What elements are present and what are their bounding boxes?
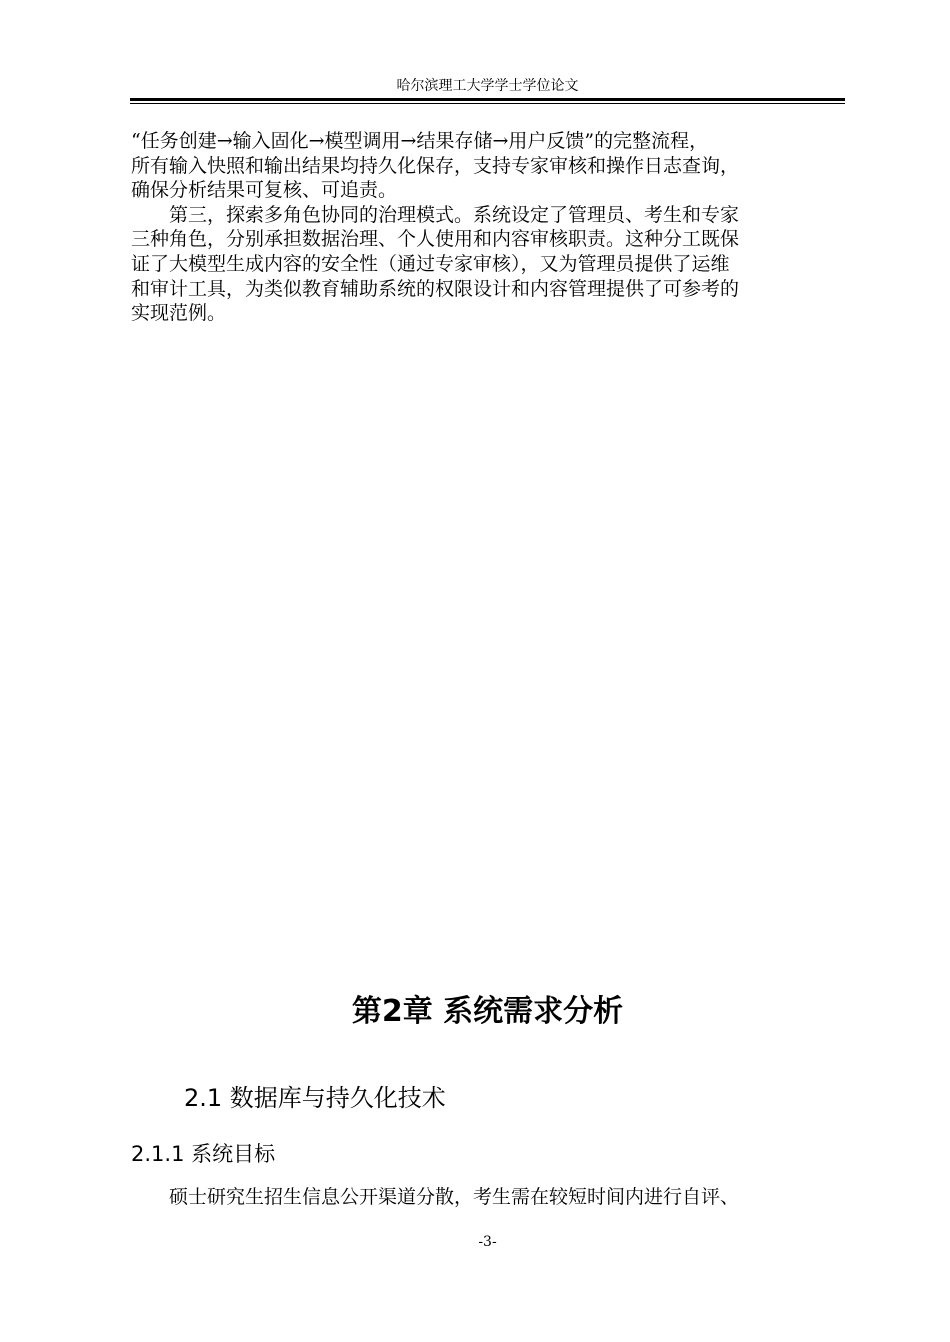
subsection-title: 2.1.1 系统目标 [131, 1142, 276, 1166]
paragraph-system-goal: 硕士研究生招生信息公开渠道分散，考生需在较短时间内进行自评、 [169, 1186, 740, 1208]
text-line: 和审计工具，为类似教育辅助系统的权限设计和内容管理提供了可参考的 [131, 277, 740, 300]
header-rule-thick [130, 98, 845, 101]
header-rule-thin [130, 103, 845, 104]
text-line: 三种角色，分别承担数据治理、个人使用和内容审核职责。这种分工既保 [131, 228, 740, 251]
text-line: “任务创建→输入固化→模型调用→结果存储→用户反馈”的完整流程， [131, 130, 709, 152]
text-line: 所有输入快照和输出结果均持久化保存，支持专家审核和操作日志查询， [131, 154, 740, 177]
text-line: 第三，探索多角色协同的治理模式。系统设定了管理员、考生和专家 [169, 203, 740, 226]
page-number: -3- [478, 1234, 497, 1250]
paragraph-third-point [131, 203, 845, 326]
text-line: 确保分析结果可复核、可追责。 [131, 179, 398, 202]
text-line: 实现范例。 [131, 302, 227, 325]
body-text [131, 129, 845, 326]
page-header: 哈尔滨理工大学学士学位论文 [396, 78, 579, 94]
paragraph-continued [131, 129, 845, 203]
section-title: 2.1 数据库与持久化技术 [184, 1084, 446, 1112]
chapter-title: 第2章 系统需求分析 [351, 994, 624, 1029]
text-line: 证了大模型生成内容的安全性（通过专家审核），又为管理员提供了运维 [131, 252, 730, 275]
